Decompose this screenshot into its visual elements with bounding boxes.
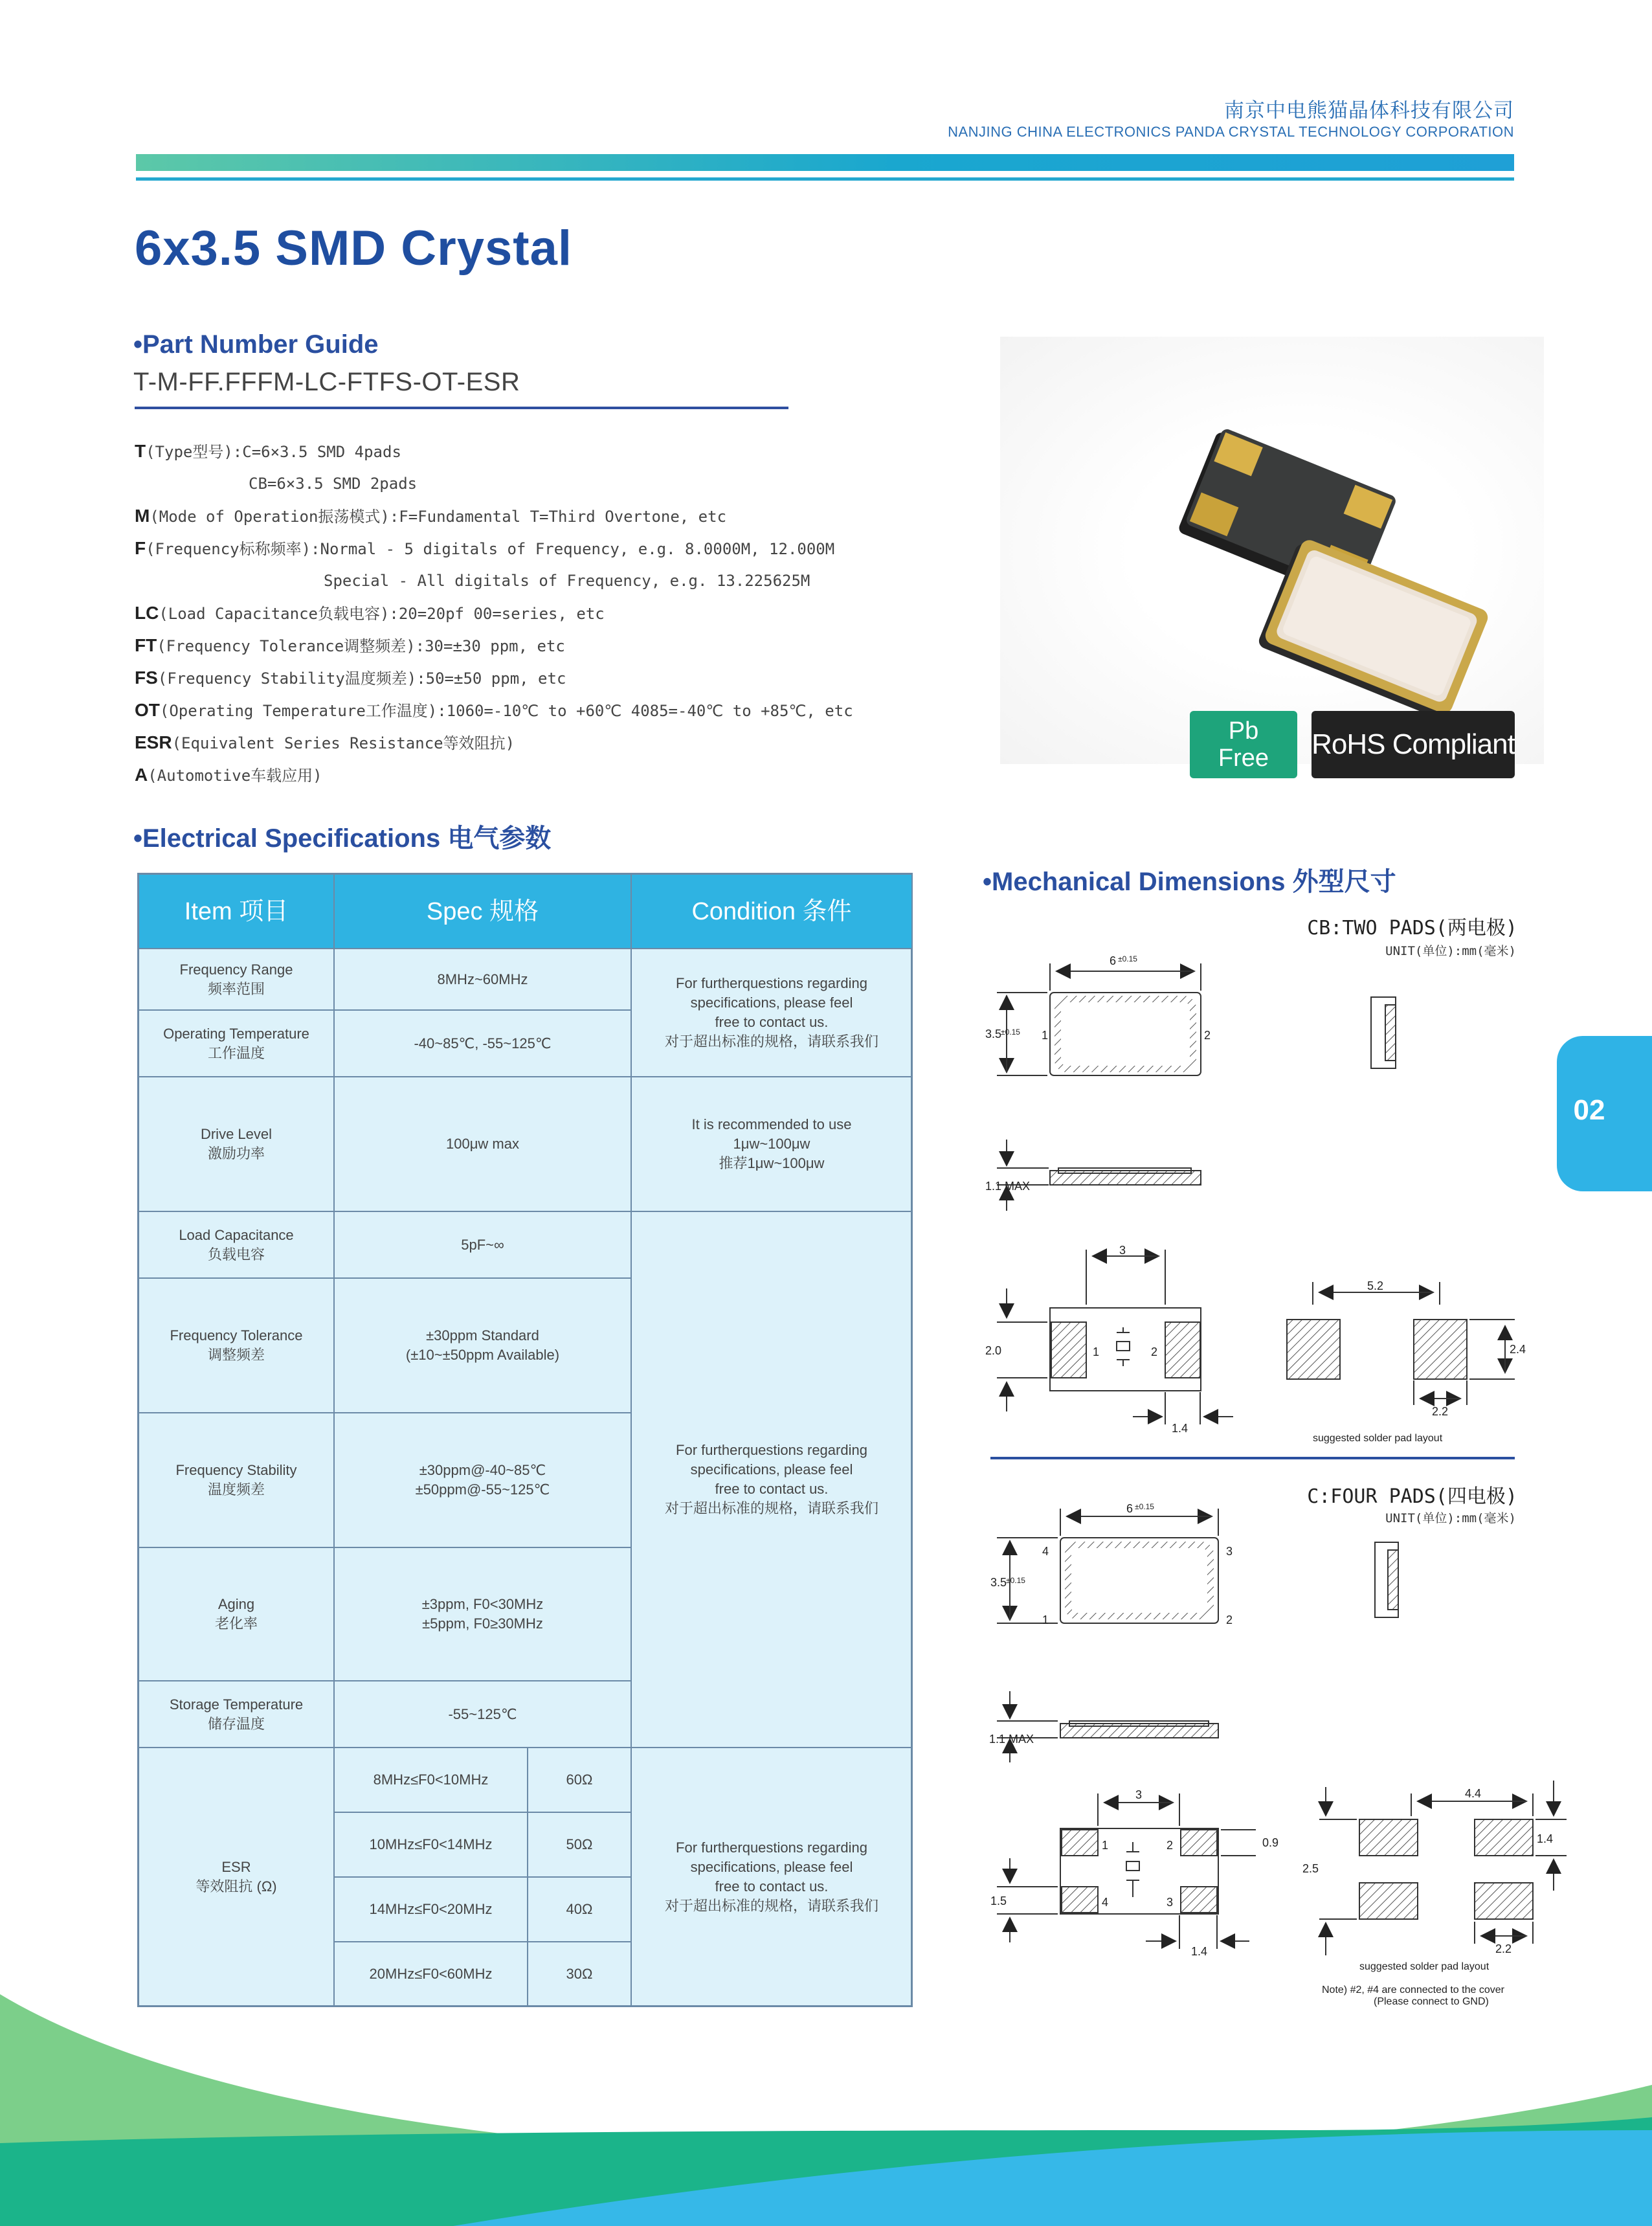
pn-row: CB=6×3.5 SMD 2pads (249, 475, 418, 493)
table-cell-condition: For furtherquestions regarding specifications, please feel free to contact us. 对于超出标准的规格，请联系我们 (664, 1839, 878, 1914)
table-cell-item: ESR 等效阻抗 (Ω) (139, 1748, 335, 2005)
dim-c-h: 1.5 (990, 1894, 1007, 1907)
pin-label: 1 (1102, 1839, 1109, 1852)
table-cell-item: Load Capacitance 负载电容 (139, 1212, 335, 1279)
pn-row: T(Type型号):C=6×3.5 SMD 4pads (135, 441, 401, 461)
dim-max-h: 1.1 MAX (985, 1180, 1031, 1193)
pin-label: 1 (1093, 1345, 1100, 1358)
pin-label: 2 (1166, 1839, 1174, 1852)
rohs-compliant-badge: RoHS Compliant (1312, 711, 1515, 778)
table-cell-spec: 5pF~∞ (335, 1212, 632, 1279)
solder-label: suggested solder pad layout (1313, 1433, 1443, 1444)
note-line-1: Note) #2, #4 are connected to the cover (1322, 1984, 1504, 1996)
dim-cb-pad-wd: 2.2 (1432, 1405, 1449, 1418)
esr-range: 10MHz≤F0<14MHz (335, 1813, 528, 1878)
header-gradient-bar (136, 154, 1514, 171)
table-header-condition: Condition 条件 (632, 875, 911, 949)
pn-row: M(Mode of Operation振荡模式):F=Fundamental T=Third Overtone, etc (135, 506, 727, 526)
table-cell-spec: 8MHz~60MHz (335, 949, 632, 1011)
table-cell-condition: For furtherquestions regarding specifications, please feel free to contact us. 对于超出标准的规格，请联系我们 (632, 1212, 911, 1748)
esr-value: 30Ω (528, 1942, 632, 2005)
company-name-cn: 南京中电熊猫晶体科技有限公司 (1224, 99, 1514, 122)
table-cell-spec: -55~125℃ (335, 1681, 632, 1748)
pin-label: 2 (1151, 1345, 1158, 1358)
esr-range: 14MHz≤F0<20MHz (335, 1878, 528, 1942)
dim-wid: 3.5 (990, 1576, 1007, 1589)
c-unit: UNIT(单位):mm(毫米) (1385, 1511, 1516, 1525)
table-cell-item: Drive Level 激励功率 (139, 1077, 335, 1212)
dim-c-total-h: 2.5 (1302, 1862, 1319, 1875)
solder-label: suggested solder pad layout (1359, 1961, 1490, 1972)
table-cell-condition: It is recommended to use 1μw~100μw 推荐1μw~100μw (632, 1077, 911, 1212)
dim-c-pad-wd: 2.2 (1495, 1942, 1512, 1955)
pn-row: OT(Operating Temperature工作温度):1060=-10℃ to +60℃ 4085=-40℃ to +85℃, etc (135, 700, 853, 720)
dim-cb-span: 5.2 (1367, 1279, 1384, 1292)
dim-wid: 3.5 (985, 1028, 1002, 1040)
c-title: C:FOUR PADS(四电极) (1307, 1485, 1517, 1508)
dim-c-pad-w: 1.4 (1191, 1945, 1208, 1958)
dim-len: 6 (1126, 1502, 1133, 1515)
esr-value: 40Ω (528, 1878, 632, 1942)
pn-row: A(Automotive车载应用) (135, 765, 322, 785)
part-number-guide-title: •Part Number Guide (133, 330, 379, 359)
dim-c-gap: 0.9 (1262, 1836, 1279, 1849)
table-header-item: Item 项目 (139, 875, 335, 949)
pn-row: FT(Frequency Tolerance调整频差):30=±30 ppm, etc (135, 635, 565, 655)
dim-c-span: 4.4 (1465, 1787, 1482, 1800)
esr-range: 20MHz≤F0<60MHz (335, 1942, 528, 2005)
part-number-list (135, 435, 944, 791)
cb-title: CB:TWO PADS(两电极) (1307, 917, 1517, 939)
product-photo (1000, 337, 1544, 764)
crystal-photo-illustration (1000, 337, 1544, 764)
pin-label: 4 (1102, 1896, 1109, 1909)
dim-len: 6 (1110, 954, 1117, 967)
pin-label: 1 (1042, 1029, 1049, 1042)
note-line-2: (Please connect to GND) (1374, 1996, 1489, 2007)
dim-pad-pitch: 3 (1119, 1244, 1126, 1257)
company-name-en: NANJING CHINA ELECTRONICS PANDA CRYSTAL TECHNOLOGY CORPORATION (948, 124, 1514, 140)
dim-cb-pad-h: 2.4 (1510, 1343, 1526, 1356)
dim-cb-pad-w: 1.4 (1172, 1422, 1189, 1435)
table-cell-spec: ±30ppm@-40~85℃ ±50ppm@-55~125℃ (335, 1413, 632, 1548)
pn-row: ESR(Equivalent Series Resistance等效阻抗) (135, 732, 515, 752)
cb-unit: UNIT(单位):mm(毫米) (1385, 944, 1516, 958)
dim-wid-tol: ±0.15 (1006, 1576, 1025, 1585)
table-cell-item: Frequency Range 频率范围 (139, 949, 335, 1011)
dim-c-pad-h: 1.4 (1537, 1832, 1554, 1845)
pn-row: LC(Load Capacitance负载电容):20=20pf 00=series, etc (135, 603, 605, 623)
mechanical-dimensions-title: •Mechanical Dimensions 外型尺寸 (983, 868, 1396, 896)
pin-label: 4 (1042, 1545, 1049, 1558)
pn-row: FS(Frequency Stability温度频差):50=±50 ppm, etc (135, 668, 566, 688)
table-cell-spec: ±30ppm Standard (±10~±50ppm Available) (335, 1279, 632, 1413)
table-cell-spec: 100μw max (335, 1077, 632, 1212)
esr-range: 8MHz≤F0<10MHz (335, 1748, 528, 1813)
page-title: 6x3.5 SMD Crystal (135, 221, 572, 276)
table-cell-item: Aging 老化率 (139, 1548, 335, 1681)
esr-value: 50Ω (528, 1813, 632, 1878)
esr-value: 60Ω (528, 1748, 632, 1813)
spec-table (137, 873, 913, 2007)
pin-label: 1 (1042, 1613, 1049, 1626)
part-number-underline (135, 407, 788, 409)
dim-cb-h: 2.0 (985, 1344, 1002, 1357)
dim-wid-tol: ±0.15 (1001, 1028, 1020, 1037)
pin-label: 3 (1226, 1545, 1233, 1558)
pin-label: 2 (1204, 1029, 1211, 1042)
electrical-specs-title: •Electrical Specifications 电气参数 (133, 824, 552, 853)
pin-label: 2 (1226, 1613, 1233, 1626)
table-header-spec: Spec 规格 (335, 875, 632, 949)
page-number: 02 (1573, 1094, 1605, 1126)
pn-row: Special - All digitals of Frequency, e.g. 13.225625M (324, 572, 810, 590)
dim-len-tol: ±0.15 (1118, 954, 1137, 963)
pn-row: F(Frequency标称频率):Normal - 5 digitals of Frequency, e.g. 8.0000M, 12.000M (135, 538, 835, 558)
part-number-code: T-M-FF.FFFM-LC-FTFS-OT-ESR (133, 368, 520, 396)
table-cell-spec: ±3ppm, F0<30MHz ±5ppm, F0≥30MHz (335, 1548, 632, 1681)
table-cell-spec: -40~85℃, -55~125℃ (335, 1011, 632, 1077)
pin-label: 3 (1166, 1896, 1174, 1909)
pb-free-badge: Pb Free (1190, 711, 1297, 778)
footer-waves (0, 1968, 1652, 2226)
table-cell-condition: For furtherquestions regarding specifications, please feel free to contact us. 对于超出标准的规格，请联系我们 (632, 949, 911, 1077)
table-cell-item: Storage Temperature 储存温度 (139, 1681, 335, 1748)
dim-pad-pitch: 3 (1135, 1788, 1143, 1801)
dim-len-tol: ±0.15 (1135, 1502, 1154, 1511)
table-cell-item: Frequency Stability 温度频差 (139, 1413, 335, 1548)
table-cell-item: Operating Temperature 工作温度 (139, 1011, 335, 1077)
table-cell-item: Frequency Tolerance 调整频差 (139, 1279, 335, 1413)
dim-max-h: 1.1 MAX (989, 1733, 1034, 1746)
header-rule (136, 177, 1514, 181)
